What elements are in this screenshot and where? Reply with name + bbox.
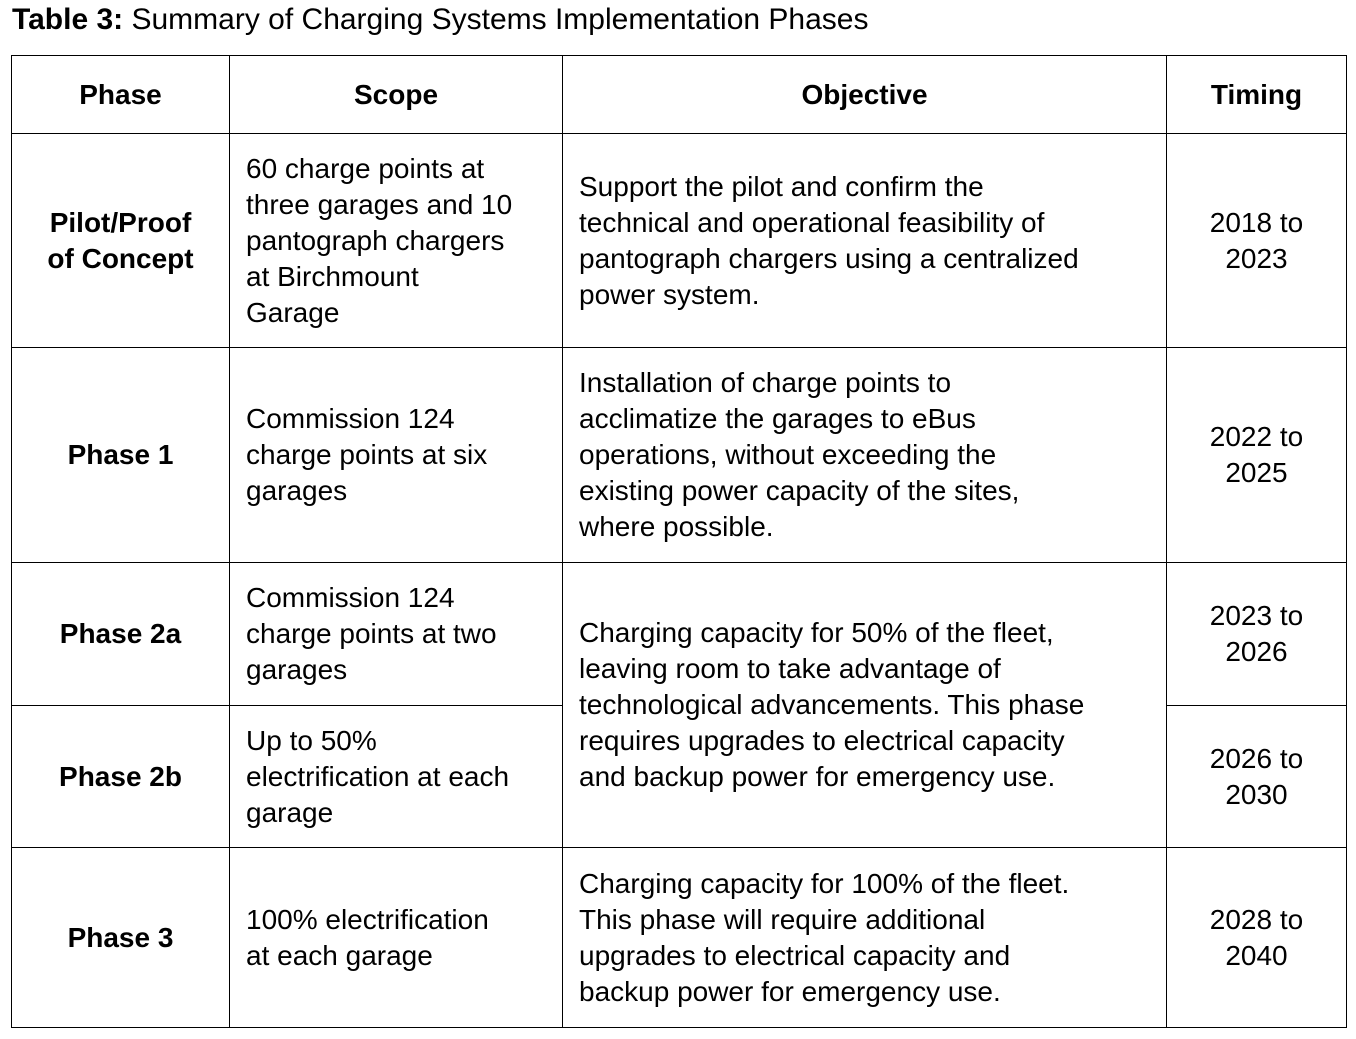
objective-line: existing power capacity of the sites, [579,475,1020,506]
scope-line: Commission 124 [246,403,455,434]
phase-cell [12,563,230,706]
scope-line: at each garage [246,939,433,971]
objective-line: technical and operational feasibility of [579,206,1045,238]
objective-line: acclimatize the garages to eBus [579,403,976,434]
timing-cell [1167,848,1347,1028]
objective-line: Charging capacity for 50% of the fleet, [579,617,1054,648]
phase-cell [12,348,230,563]
timing-line: 2026 [1225,636,1288,667]
column-header-objective: Objective [563,56,1167,134]
scope-cell [230,134,563,348]
objective-line: technological advancements. This phase [579,689,1085,720]
timing-cell [1167,348,1347,563]
objective-line: pantograph chargers using a centralized [579,242,1079,274]
scope-line: Garage [246,296,340,328]
objective-line: upgrades to electrical capacity and [579,939,1011,971]
timing-line: 2040 [1225,939,1288,971]
timing-line: 2028 to [1209,903,1304,935]
objective-line: power system. [579,278,760,310]
scope-line: pantograph chargers [246,224,505,256]
phase-line: of Concept [47,242,194,274]
phase-line: Phase 1 [67,439,174,470]
scope-cell [230,563,563,706]
table-row-phase-3 [12,848,1347,1028]
table-caption-title: Summary of Charging Systems Implementation Phases [131,3,869,36]
scope-line: garages [246,654,348,685]
objective-line: Support the pilot and confirm the [579,170,984,202]
table-row-pilot [12,134,1347,348]
phase-cell [12,134,230,348]
scope-line: charge points at two [246,618,497,649]
scope-line: Commission 124 [246,582,455,613]
scope-cell [230,848,563,1028]
objective-cell [563,134,1167,348]
scope-line: 100% electrification [246,903,489,935]
objective-cell [563,348,1167,563]
objective-line: leaving room to take advantage of [579,653,1001,684]
table-header-row [12,56,1347,134]
objective-line: This phase will require additional [579,903,986,935]
objective-line: where possible. [579,511,774,542]
objective-line: and backup power for emergency use. [579,761,1056,792]
table-row-phase-2a [12,563,1347,706]
timing-line: 2022 to [1209,421,1304,452]
timing-line: 2025 [1225,457,1288,488]
scope-line: Up to 50% [246,724,377,756]
objective-line: requires upgrades to electrical capacity [579,725,1065,756]
table-row-phase-1 [12,348,1347,563]
timing-line: 2030 [1225,778,1288,810]
timing-line: 2023 to [1209,600,1304,631]
scope-line: electrification at each [246,760,510,792]
column-header-phase: Phase [12,56,230,134]
scope-line: at Birchmount [246,260,419,292]
phase-line: Phase 2a [59,618,182,649]
timing-line: 2026 to [1209,742,1304,774]
objective-line: Installation of charge points to [579,367,952,398]
table-caption-label: Table 3: [12,3,124,36]
scope-line: garage [246,796,334,828]
objective-line: Charging capacity for 100% of the fleet. [579,867,1070,899]
scope-line: 60 charge points at [246,152,485,184]
implementation-phases-table [11,55,1347,1028]
table-caption [12,2,868,38]
objective-cell [563,848,1167,1028]
phase-line: Phase 3 [67,921,174,953]
column-header-scope: Scope [230,56,563,134]
objective-line: operations, without exceeding the [579,439,997,470]
phase-cell [12,706,230,848]
scope-line: three garages and 10 [246,188,513,220]
timing-line: 2018 to [1209,206,1304,238]
timing-cell [1167,706,1347,848]
scope-line: garages [246,475,348,506]
phase-line: Pilot/Proof [49,206,192,238]
phase-line: Phase 2b [59,760,182,792]
scope-cell [230,348,563,563]
timing-cell [1167,134,1347,348]
phase-cell [12,848,230,1028]
objective-cell-merged [563,563,1167,848]
timing-line: 2023 [1225,242,1288,274]
scope-line: charge points at six [246,439,488,470]
timing-cell [1167,563,1347,706]
column-header-timing: Timing [1167,56,1347,134]
scope-cell [230,706,563,848]
objective-line: backup power for emergency use. [579,975,1001,1007]
